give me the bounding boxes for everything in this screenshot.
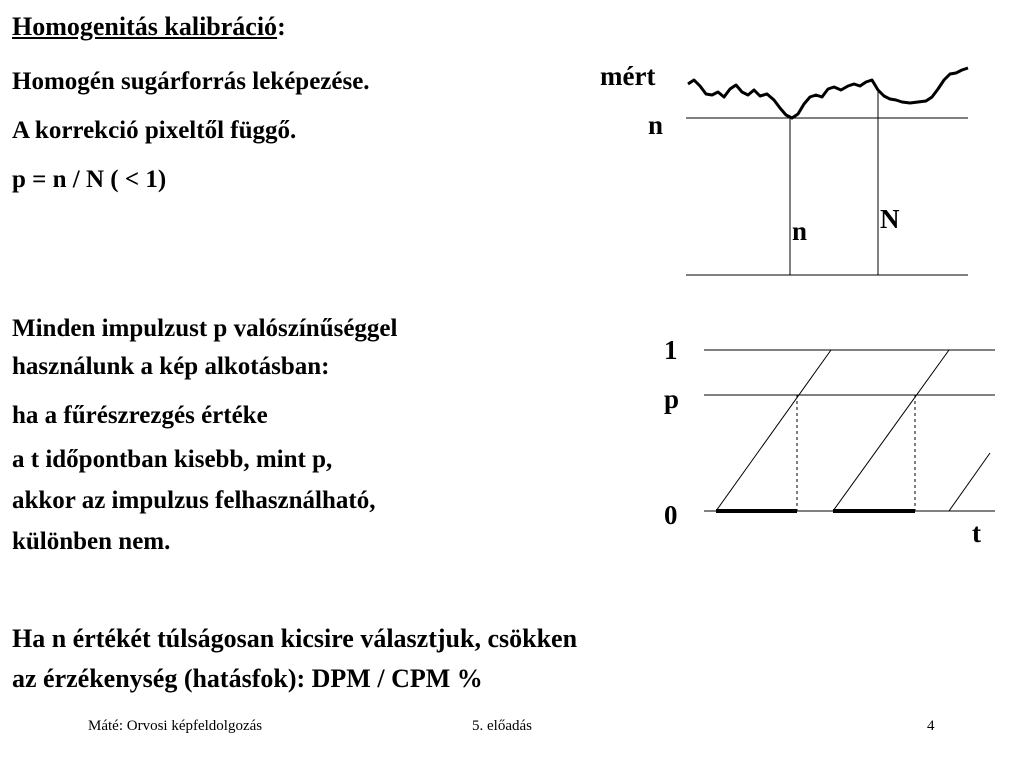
conclusion-line-2: az érzékenység (hatásfok): DPM / CPM % bbox=[12, 664, 483, 693]
slide-title-colon: : bbox=[277, 12, 286, 41]
intro-line-1: Homogén sugárforrás leképezése. bbox=[12, 68, 370, 95]
profile-diagram bbox=[686, 68, 968, 275]
label-n-bar: n bbox=[792, 216, 808, 246]
label-p: p bbox=[664, 384, 680, 414]
sawtooth-ramp-3 bbox=[949, 453, 990, 511]
label-n-level: n bbox=[648, 110, 664, 140]
intro-line-2: A korrekció pixeltől függő. bbox=[12, 117, 297, 144]
label-N-bar: N bbox=[880, 204, 900, 234]
label-one: 1 bbox=[664, 335, 678, 365]
para2-line-3: akkor az impulzus felhasználható, bbox=[12, 487, 376, 514]
conclusion-line-1: Ha n értékét túlságosan kicsire választjuk, csökken bbox=[12, 624, 578, 653]
label-zero: 0 bbox=[664, 500, 678, 530]
sawtooth-ramp-1 bbox=[716, 350, 831, 511]
footer-page-number: 4 bbox=[927, 718, 935, 734]
footer-author: Máté: Orvosi képfeldolgozás bbox=[88, 718, 263, 734]
para1-line-1: Minden impulzust p valószínűséggel bbox=[12, 315, 398, 342]
para1-line-2: használunk a kép alkotásban: bbox=[12, 353, 330, 380]
slide-title-text: Homogenitás kalibráció bbox=[12, 12, 278, 41]
measured-curve bbox=[688, 68, 968, 118]
para2-line-4: különben nem. bbox=[12, 528, 171, 555]
sawtooth-ramp-2 bbox=[833, 350, 949, 511]
intro-formula: p = n / N ( < 1) bbox=[12, 166, 167, 193]
para2-line-2: a t időpontban kisebb, mint p, bbox=[12, 446, 333, 473]
sawtooth-diagram bbox=[704, 350, 995, 511]
para2-line-1: ha a fűrészrezgés értéke bbox=[12, 402, 268, 429]
label-t: t bbox=[972, 518, 981, 548]
label-mert: mért bbox=[600, 61, 656, 91]
footer-lecture: 5. előadás bbox=[472, 718, 532, 734]
